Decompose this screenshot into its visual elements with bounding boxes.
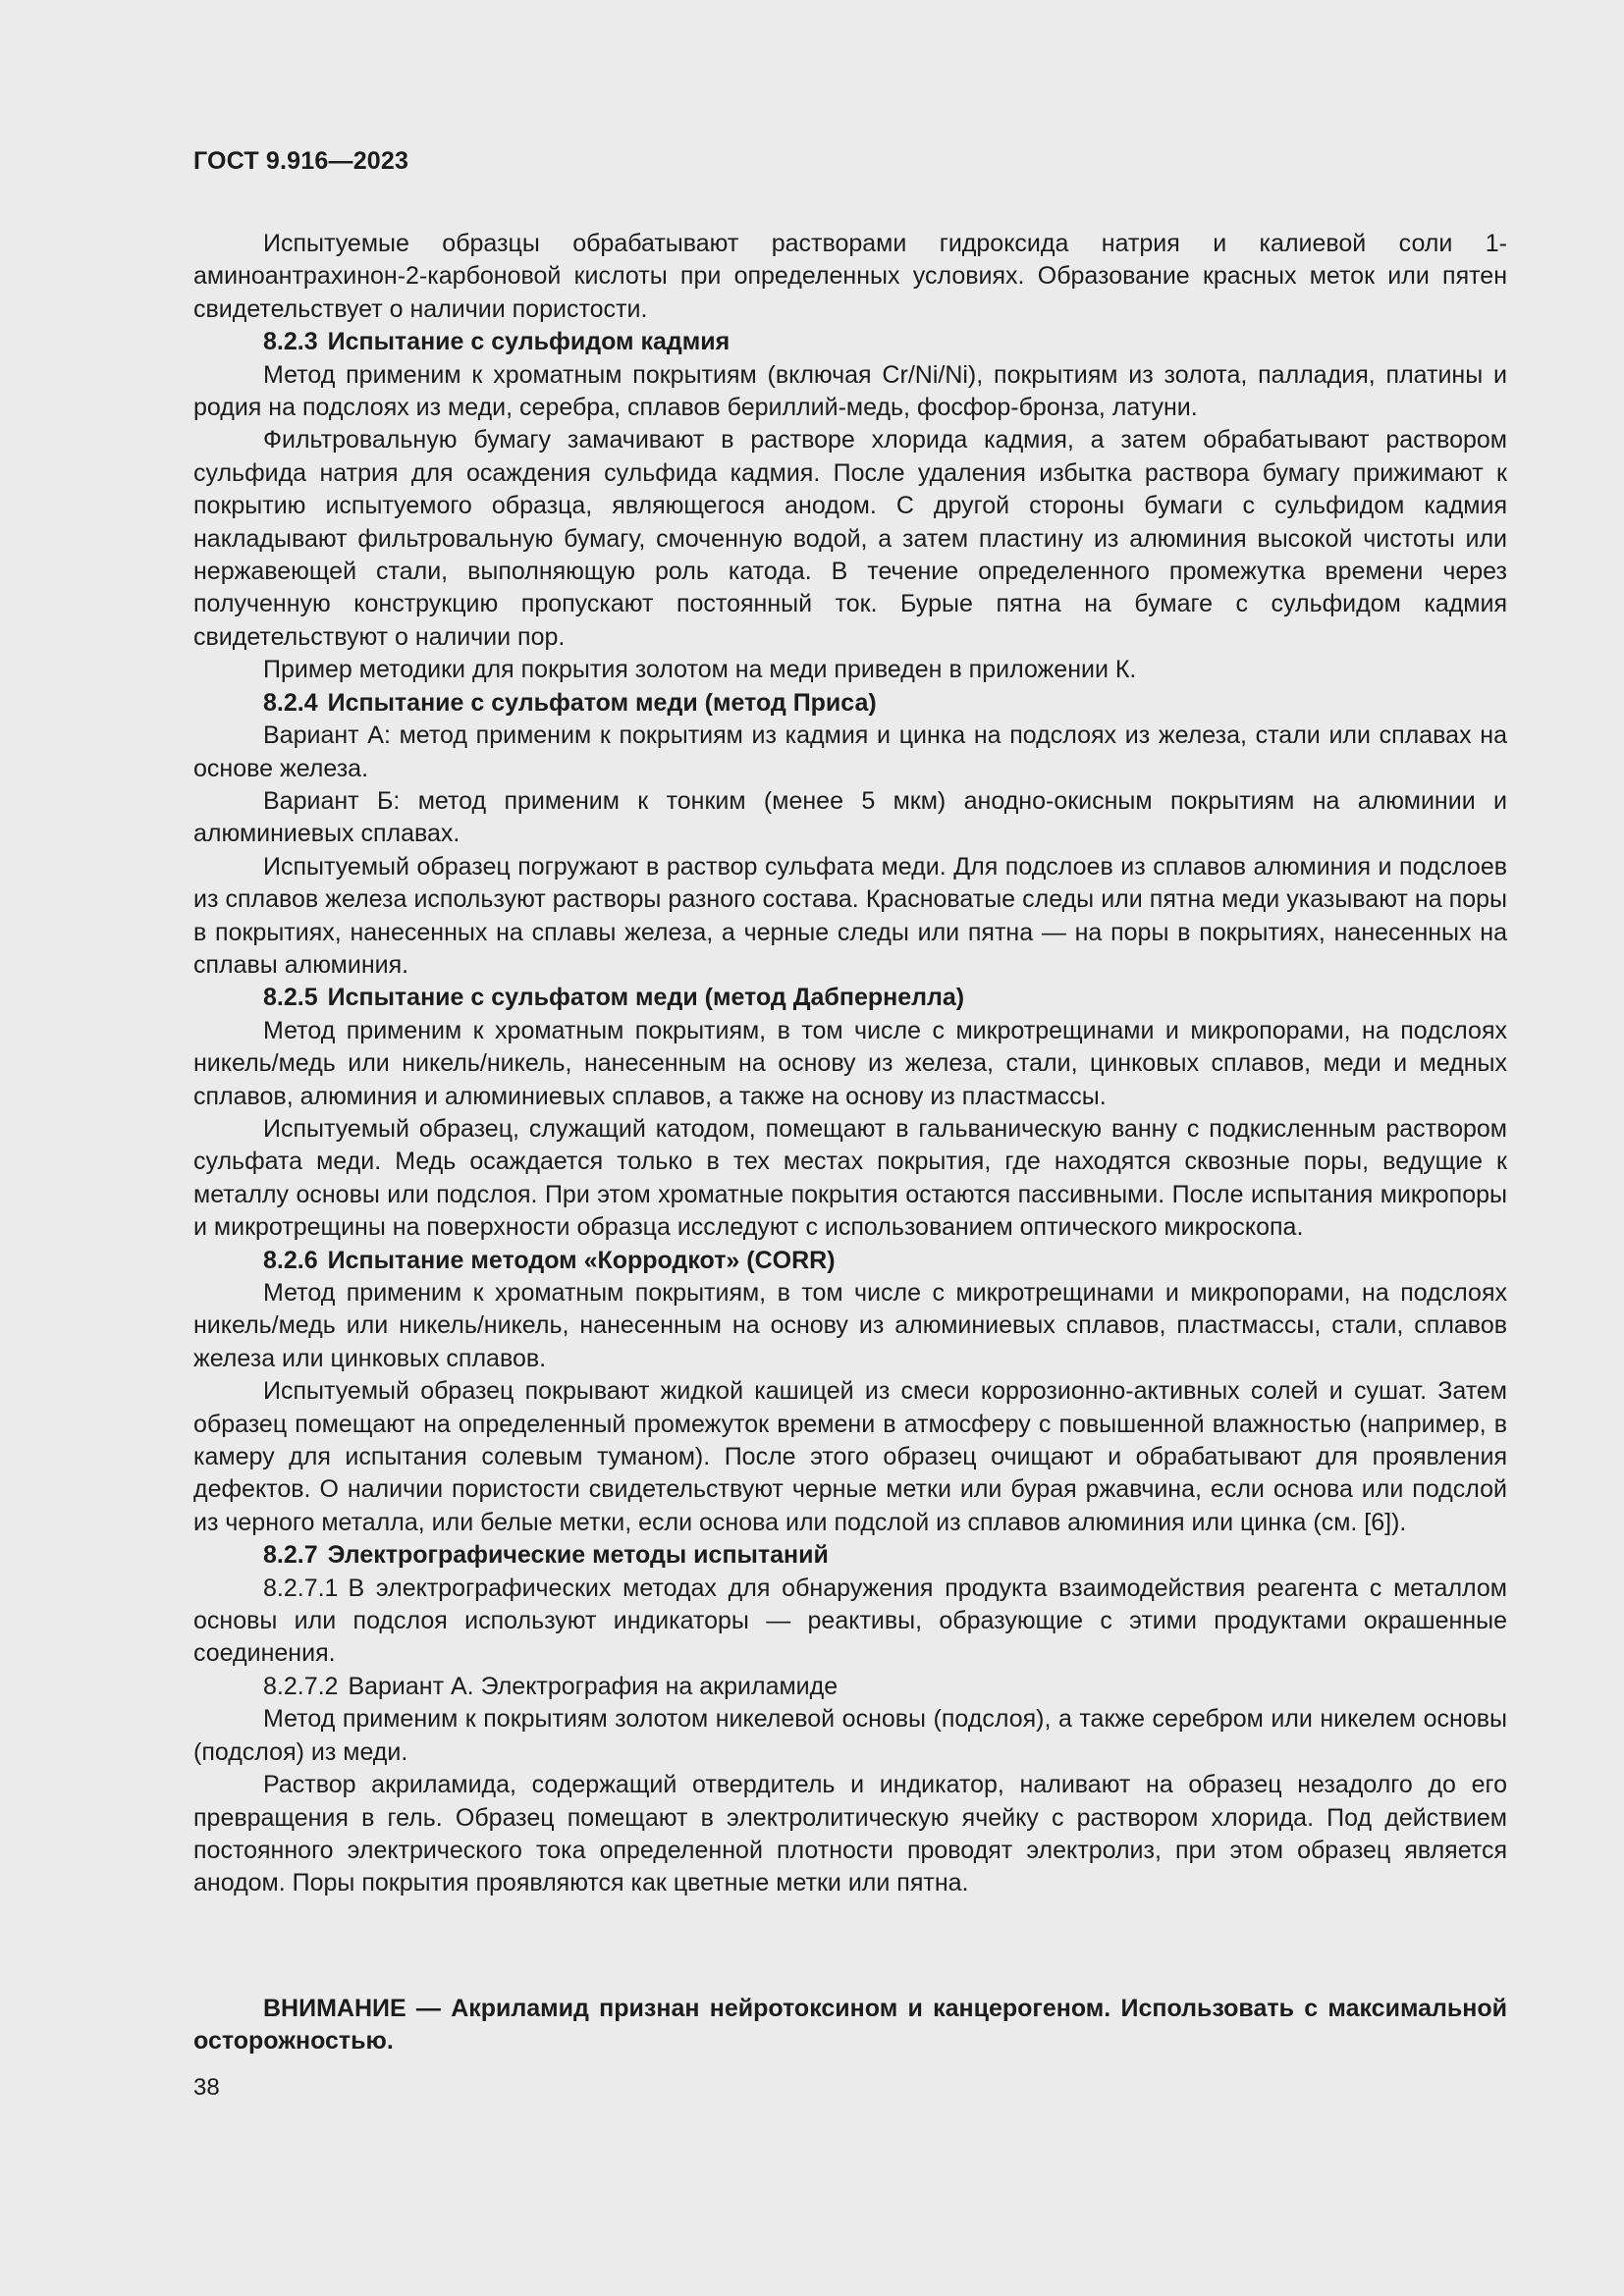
section-number: 8.2.5: [263, 984, 318, 1012]
subsection-8-2-7-1: [193, 1573, 1507, 1671]
paragraph: Пример методики для покрытия золотом на меди приведен в приложении К.: [263, 656, 1137, 684]
paragraph: Метод применим к покрытиям золотом никелевой основы (подслоя), а также серебром или никелем основы (подслоя) из меди.: [193, 1705, 1507, 1766]
paragraph: Испытуемые образцы обрабатывают растворами гидроксида натрия и калиевой соли 1-аминоантрахинон-2-карбоновой кислоты при определенных условиях. Образование красных меток или пятен свидетельствует о наличии пористости.: [193, 230, 1507, 323]
section-heading-8-2-7: [193, 1539, 1507, 1572]
section-heading-8-2-4: [193, 687, 1507, 720]
section-title: Испытание с сульфатом меди (метод Дабпернелла): [327, 984, 965, 1012]
subsection-number: 8.2.7.1: [263, 1574, 339, 1602]
paragraph: Вариант Б: метод применим к тонким (менее 5 мкм) анодно-окисным покрытиям на алюминии и алюминиевых сплавах.: [193, 786, 1507, 848]
document-body: [193, 228, 1507, 1900]
paragraph: Метод применим к хроматным покрытиям (включая Cr/Ni/Ni), покрытиям из золота, палладия, платины и родия на подслоях из меди, серебра, сплавов бериллий-медь, фосфор-бронза, латуни.: [193, 360, 1507, 422]
section-title: Испытание с сульфатом меди (метод Приса): [327, 688, 877, 717]
paragraph: Испытуемый образец покрывают жидкой кашицей из смеси коррозионно-активных солей и сушат. Затем образец помещают на определенный промежуток времени в атмосферу с повышенной влажностью (например, в камеру для испытания солевым туманом). После этого образец очищают и обрабатывают для проявления дефектов. О наличии пористости свидетельствуют черные метки или бурая ржавчина, если основа или подслой из черного металла, или белые метки, если основа или подслой из сплавов алюминия или цинка (см. [6]).: [193, 1377, 1507, 1536]
section-number: 8.2.3: [263, 328, 318, 356]
document-header: ГОСТ 9.916—2023: [193, 147, 409, 175]
warning-notice: ВНИМАНИЕ — Акриламид признан нейротоксином и канцерогеном. Использовать с максимальной осторожностью.: [193, 1995, 1507, 2056]
section-heading-8-2-6: [193, 1245, 1507, 1277]
subsection-text: В электрографических методах для обнаружения продукта взаимодействия реагента с металлом основы или подслоя используют индикаторы — реактивы, образующие с этими продуктами окрашенные соединения.: [193, 1574, 1507, 1668]
section-title: Испытание методом «Корродкот» (CORR): [327, 1246, 836, 1274]
paragraph: Раствор акриламида, содержащий отвердитель и индикатор, наливают на образец незадолго до его превращения в гель. Образец помещают в электролитическую ячейку с раствором хлорида. Под действием постоянного электрического тока определенной плотности проводят электролиз, при этом образец является анодом. Поры покрытия проявляются как цветные метки или пятна.: [193, 1771, 1507, 1897]
section-title: Испытание с сульфидом кадмия: [327, 328, 731, 356]
subsection-title: Вариант А. Электрография на акриламиде: [348, 1672, 839, 1700]
paragraph: Испытуемый образец, служащий катодом, помещают в гальваническую ванну с подкисленным раствором сульфата меди. Медь осаждается только в тех местах покрытия, где находятся сквозные поры, ведущие к металлу основы или подслоя. При этом хроматные покрытия остаются пассивными. После испытания микропоры и микротрещины на поверхности образца исследуют с использованием оптического микроскопа.: [193, 1114, 1507, 1242]
section-heading-8-2-5: [193, 982, 1507, 1014]
section-heading-8-2-3: [193, 326, 1507, 358]
paragraph: Фильтровальную бумагу замачивают в растворе хлорида кадмия, а затем обрабатывают раствором сульфида натрия для осаждения сульфида кадмия. После удаления избытка раствора бумагу прижимают к покрытию испытуемого образца, являющегося анодом. С другой стороны бумаги с сульфидом кадмия накладывают фильтровальную бумагу, смоченную водой, а затем пластину из алюминия высокой чистоты или нержавеющей стали, выполняющую роль катода. В течение определенного промежутка времени через полученную конструкцию пропускают постоянный ток. Бурые пятна на бумаге с сульфидом кадмия свидетельствуют о наличии пор.: [193, 426, 1507, 651]
section-number: 8.2.4: [263, 688, 318, 717]
paragraph: Испытуемый образец погружают в раствор сульфата меди. Для подслоев из сплавов алюминия и подслоев из сплавов железа используют растворы разного состава. Красноватые следы или пятна меди указывают на поры в покрытиях, нанесенных на сплавы железа, а черные следы или пятна — на поры в покрытиях, нанесенных на сплавы алюминия.: [193, 852, 1507, 979]
section-title: Электрографические методы испытаний: [327, 1541, 829, 1570]
paragraph: Метод применим к хроматным покрытиям, в том числе с микротрещинами и микропорами, на подслоях никель/медь или никель/никель, нанесенным на основу из железа, стали, цинковых сплавов, меди и медных сплавов, алюминия и алюминиевых сплавов, а также на основу из пластмассы.: [193, 1016, 1507, 1110]
subsection-number: 8.2.7.2: [263, 1672, 339, 1700]
subsection-8-2-7-2: [193, 1671, 1507, 1703]
paragraph: Вариант А: метод применим к покрытиям из кадмия и цинка на подслоях из железа, стали или сплавах на основе железа.: [193, 721, 1507, 782]
section-number: 8.2.7: [263, 1541, 318, 1570]
paragraph: Метод применим к хроматным покрытиям, в том числе с микротрещинами и микропорами, на подслоях никель/медь или никель/никель, нанесенным на основу из алюминиевых сплавов, пластмассы, стали, сплавов железа или цинковых сплавов.: [193, 1279, 1507, 1372]
section-number: 8.2.6: [263, 1246, 318, 1274]
page-number: 38: [193, 2074, 220, 2101]
